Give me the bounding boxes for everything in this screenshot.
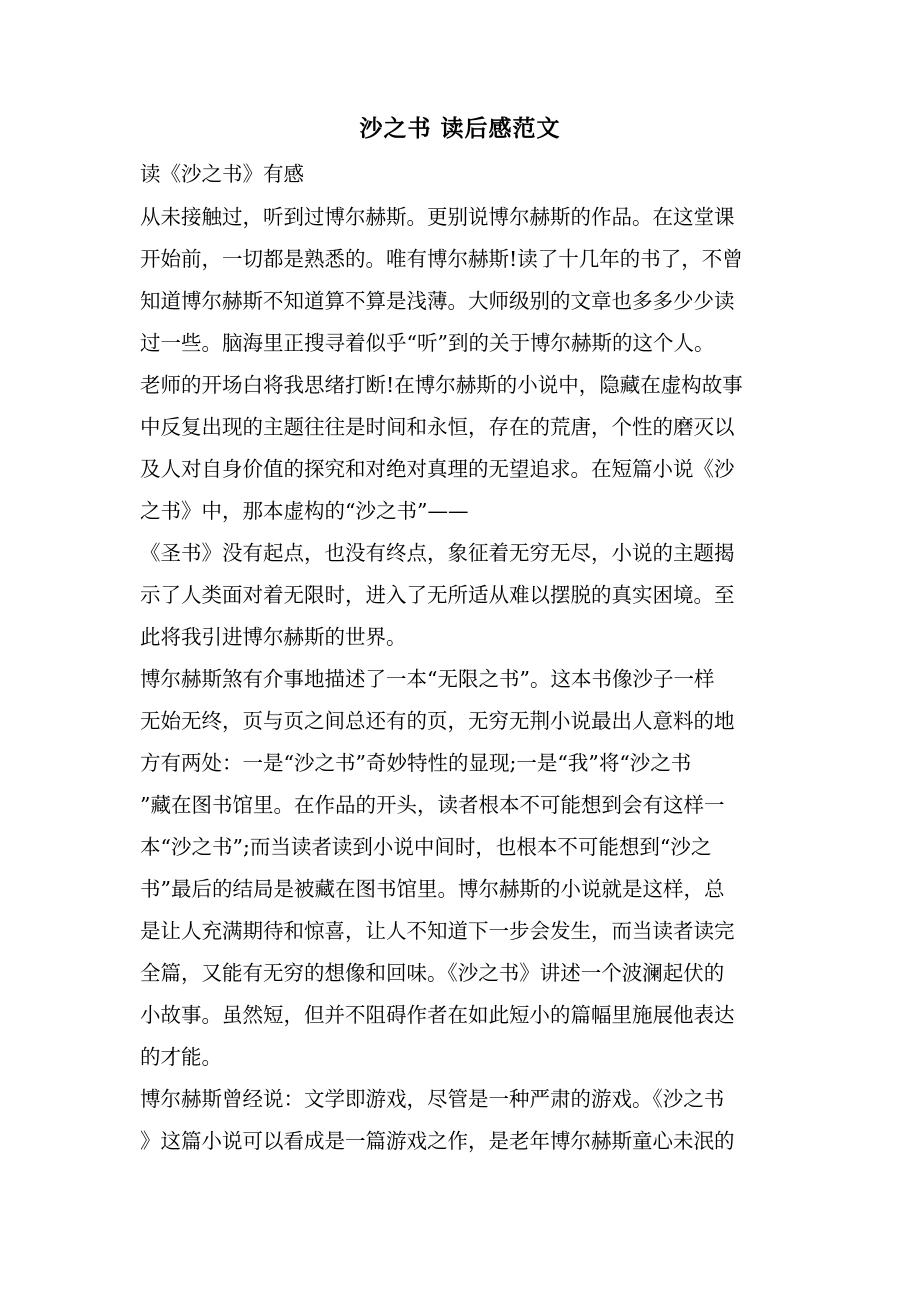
body-line: 老师的开场白将我思绪打断!在博尔赫斯的小说中，隐藏在虚构故事 (140, 373, 743, 397)
body-line: 博尔赫斯煞有介事地描述了一本“无限之书”。这本书像沙子一样 (140, 667, 715, 691)
document-title: 沙之书 读后感范文 (359, 115, 561, 142)
body-line: 示了人类面对着无限时，进入了无所适从难以摆脱的真实困境。至 (140, 583, 735, 607)
body-line: 方有两处：一是“沙之书”奇妙特性的显现;一是“我”将“沙之书 (140, 751, 692, 775)
body-line: 本“沙之书”;而当读者读到小说中间时，也根本不可能想到“沙之 (140, 835, 712, 859)
body-line: 中反复出现的主题往往是时间和永恒，存在的荒唐，个性的磨灭以 (140, 415, 735, 439)
body-line: 从未接触过，听到过博尔赫斯。更别说博尔赫斯的作品。在这堂课 (140, 205, 735, 229)
body-line: 过一些。脑海里正搜寻着似乎“听”到的关于博尔赫斯的这个人。 (140, 331, 715, 355)
body-line: 及人对自身价值的探究和对绝对真理的无望追求。在短篇小说《沙 (140, 457, 735, 481)
body-line: 无始无终，页与页之间总还有的页，无穷无荆小说最出人意料的地 (140, 709, 735, 733)
body-line: 的才能。 (140, 1045, 222, 1069)
body-line: 小故事。虽然短，但并不阻碍作者在如此短小的篇幅里施展他表达 (140, 1003, 735, 1027)
body-line: 《圣书》没有起点，也没有终点，象征着无穷无尽，小说的主题揭 (140, 541, 735, 565)
body-line: 开始前，一切都是熟悉的。唯有博尔赫斯!读了十几年的书了，不曾 (140, 247, 743, 271)
body-line: 之书》中，那本虚构的“沙之书”—— (140, 499, 469, 523)
body-line: 博尔赫斯曾经说：文学即游戏，尽管是一种严肃的游戏。《沙之书 (140, 1087, 725, 1111)
body-line: 是让人充满期待和惊喜，让人不知道下一步会发生，而当读者读完 (140, 919, 735, 943)
subtitle-line: 读《沙之书》有感 (140, 162, 304, 186)
body-line: 知道博尔赫斯不知道算不算是浅薄。大师级别的文章也多多少少读 (140, 289, 735, 313)
body-line: 此将我引进博尔赫斯的世界。 (140, 625, 407, 649)
body-line: 书”最后的结局是被藏在图书馆里。博尔赫斯的小说就是这样，总 (140, 877, 725, 901)
body-line: 全篇，又能有无穷的想像和回味。《沙之书》讲述一个波澜起伏的 (140, 961, 725, 985)
body-line: 》这篇小说可以看成是一篇游戏之作，是老年博尔赫斯童心未泯的 (140, 1129, 735, 1153)
body-line: ”藏在图书馆里。在作品的开头，读者根本不可能想到会有这样一 (140, 793, 725, 817)
